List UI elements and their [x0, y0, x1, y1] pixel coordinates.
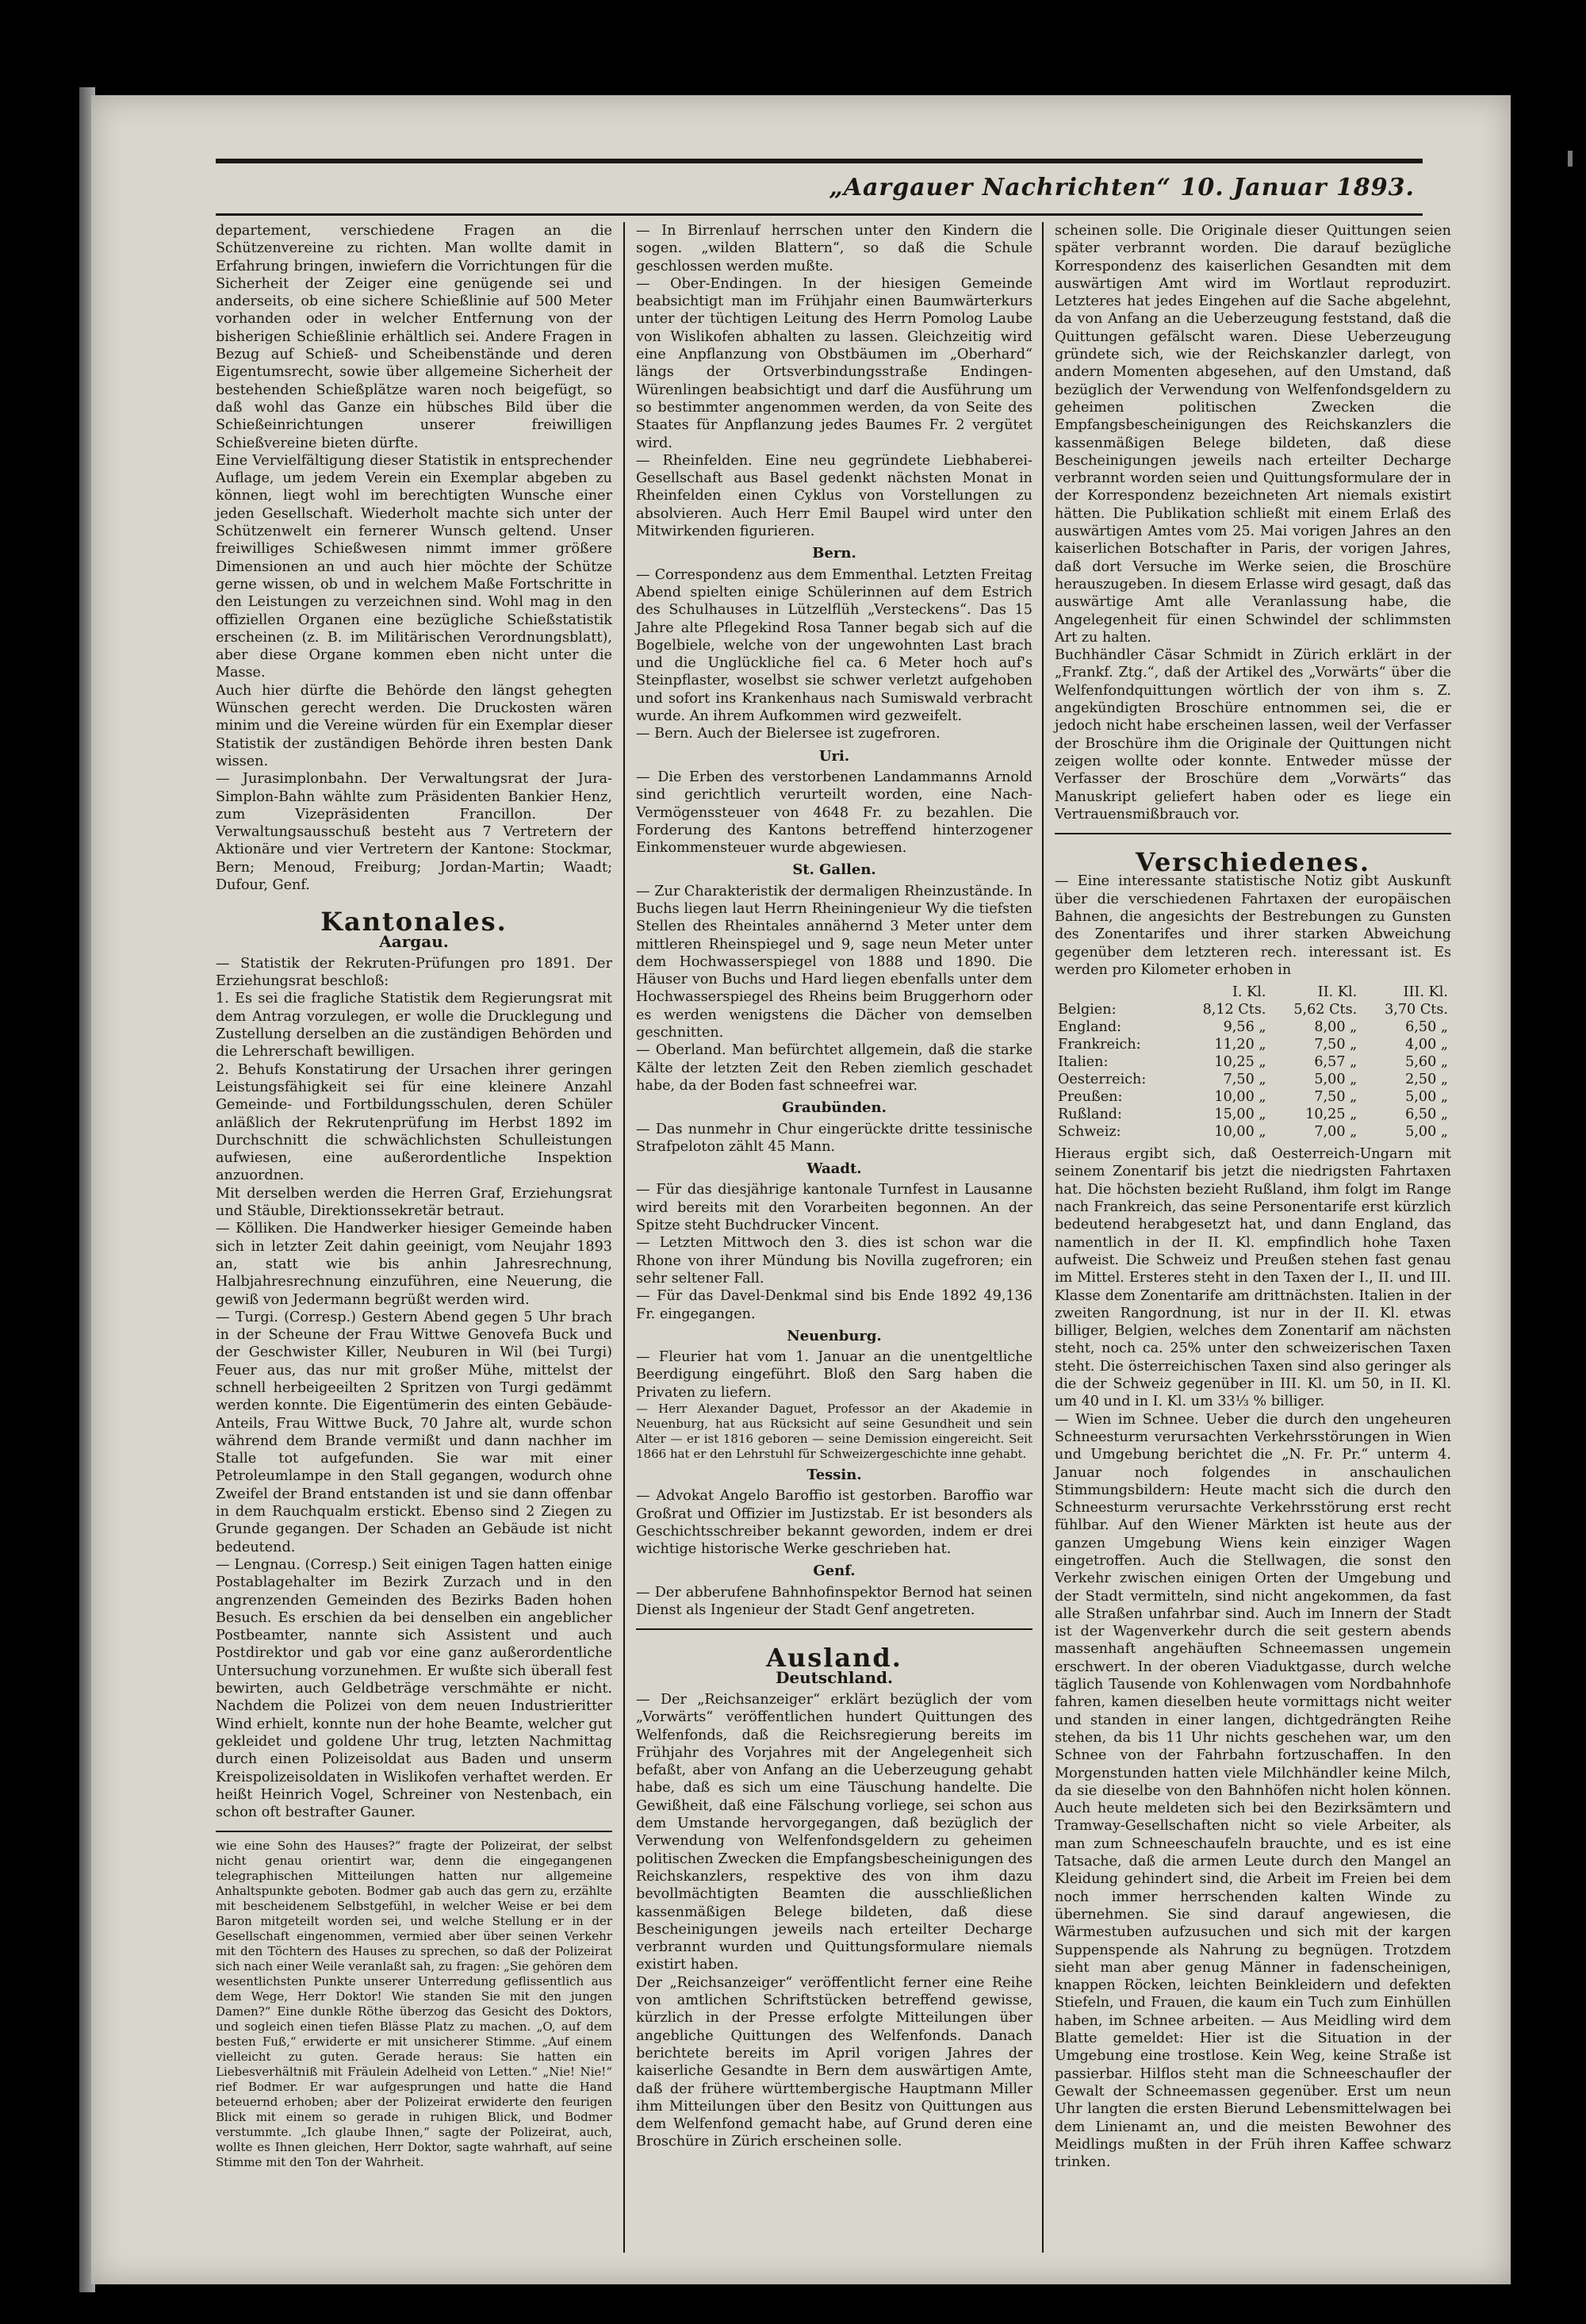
fare-cell: 10,00 „	[1214, 1089, 1266, 1106]
article-text: — Statistik der Rekruten-Prüfungen pro 1891. Der Erziehungsrat beschloß:	[216, 955, 612, 990]
fare-cell: 9,56 „	[1223, 1019, 1266, 1036]
country-cell: Belgien:	[1058, 1002, 1117, 1018]
fare-cell: 11,20 „	[1214, 1037, 1266, 1053]
country-cell: Schweiz:	[1058, 1124, 1121, 1141]
section-divider	[636, 1628, 1032, 1630]
section-heading-verschiedenes: Verschiedenes.	[1136, 847, 1370, 878]
article-text: Auch hier dürfte die Behörde den längst gehegten Wünschen gerecht werden. Die Druckosten wären minim und die Vereine würden für ein Exemplar dieser Statistik der zuständigen Behörde ihren besten Dank wissen.	[216, 682, 612, 769]
scan-mark	[1568, 151, 1573, 167]
region-heading-aargau: Aargau.	[379, 931, 449, 951]
article-text: 2. Behufs Konstatirung der Ursachen ihrer geringen Leistungsfähigkeit sei für eine kleinere Anzahl Gemeinde- und Fortbildungsschulen, deren Schüler anläßlich der Rekrutenprüfung im Herbst 1892 im Durchschnitt die schwächlichsten Schulleistungen aufwiesen, eine außerordentliche Inspektion anzuordnen.	[216, 1061, 612, 1184]
section-divider	[1055, 833, 1451, 834]
region-heading-deutschland: Deutschland.	[776, 1667, 893, 1687]
article-text: — Für das diesjährige kantonale Turnfest in Lausanne wird bereits mit den Vorarbeiten begonnen. An der Spitze steht Buchdrucker Vincent.	[636, 1182, 1032, 1234]
fare-cell: 5,00 „	[1405, 1124, 1448, 1141]
fare-cell: 7,00 „	[1314, 1124, 1358, 1141]
top-rule	[216, 159, 1423, 163]
article-text: — Letzten Mittwoch den 3. dies ist schon war die Rhone von ihrer Mündung bis Novilla zugefroren; ein sehr seltener Fall.	[636, 1235, 1032, 1287]
article-text: — Ober-Endingen. In der hiesigen Gemeinde beabsichtigt man im Frühjahr einen Baumwärterkurs unter der tüchtigen Leitung des Herrn Pomolog Laube von Wislikofen abhalten zu lassen. Gleichzeitig wird eine Anpflanzung von Obstbäumen im „Oberhard“ längs der Ortsverbindungsstraße Endingen-Würenlingen beabsichtigt und darf die Ausführung um so bestimmter angenommen werden, da von Seite des Staates für Anpflanzung jedes Baumes Fr. 2 vergütet wird.	[636, 275, 1032, 451]
fare-cell: 10,25 „	[1305, 1106, 1358, 1123]
article-text: — Das nunmehr in Chur eingerückte dritte tessinische Strafpeloton zählt 45 Mann.	[636, 1121, 1032, 1155]
section-heading-kantonales: Kantonales.	[320, 907, 508, 938]
feuilleton-divider	[216, 1831, 612, 1832]
fare-cell: 10,00 „	[1214, 1124, 1266, 1141]
fare-cell: 8,00 „	[1314, 1019, 1358, 1036]
country-cell: Rußland:	[1058, 1106, 1122, 1123]
region-heading-bern: Bern.	[812, 545, 856, 562]
table-row	[1055, 1123, 1451, 1141]
article-text: — Für das Davel-Denkmal sind bis Ende 1892 49,136 Fr. eingegangen.	[636, 1288, 1032, 1322]
region-heading-uri: Uri.	[818, 747, 850, 765]
article-text: — Turgi. (Corresp.) Gestern Abend gegen 5 Uhr brach in der Scheune der Frau Wittwe Genovefa Buck und der Geschwister Killer, Neuburen in Wil (bei Turgi) Feuer aus, das nur mit großer Mühe, mittelst der schnell herbeigeeilten 2 Spritzen von Turgi gedämmt werden konnte. Die Eigentümerin des einten Gebäude-Anteils, Frau Wittwe Buck, 70 Jahre alt, wurde schon während dem Brande vermißt und dann nachher im Stalle tot aufgefunden. Sie war mit einer Petroleumlampe in den Stall gegangen, wodurch ohne Zweifel der Brand entstanden ist und sie dann offenbar in dem Rauchqualm erstickt. Ebenso sind 2 Ziegen zu Grunde gegangen. Der Schaden an Gebäude ist nicht bedeutend.	[216, 1309, 612, 1555]
country-cell: Preußen:	[1058, 1089, 1123, 1106]
country-cell: Frankreich:	[1058, 1037, 1141, 1053]
region-heading-graubuenden: Graubünden.	[782, 1099, 887, 1117]
country-cell: England:	[1058, 1019, 1122, 1036]
newspaper-title: „Aargauer Nachrichten“ 10. Januar 1893.	[829, 174, 1415, 201]
table-row	[1055, 1018, 1451, 1036]
table-row	[1055, 1071, 1451, 1088]
article-text: Buchhändler Cäsar Schmidt in Zürich erklärt in der „Frankf. Ztg.“, daß der Artikel des „Vorwärts“ über die Welfenfondquittungen wörtlich der von ihm s. Z. angekündigten Broschüre entnommen sei, die er jedoch nicht habe erscheinen lassen, weil der Verfasser der Broschüre ihm die Originale der Quittungen nicht zeigen wollte oder konnte. Entweder müsse der Verfasser der Broschüre dem „Vorwärts“ das Manuskript geliefert haben oder es liege ein Vertrauensmißbrauch vor.	[1055, 647, 1451, 823]
fare-cell: 15,00 „	[1214, 1106, 1266, 1123]
section-heading-ausland: Ausland.	[766, 1643, 902, 1674]
article-text: — Kölliken. Die Handwerker hiesiger Gemeinde haben sich in letzter Zeit dahin geeinigt, vom Neujahr 1893 an, statt wie bis anhin Jahresrechnung, Halbjahresrechnung einzuführen, eine Neuerung, die gewiß von Jedermann begrüßt werden wird.	[216, 1221, 612, 1308]
region-heading-waadt: Waadt.	[806, 1160, 862, 1178]
fare-cell: 7,50 „	[1314, 1037, 1358, 1053]
article-text: departement, verschiedene Fragen an die Schützenvereine zu richten. Man wollte damit in Erfahrung bringen, inwiefern die Vorrichtungen für die Sicherheit der Zeiger eine genügende sei und anderseits, ob eine sichere Schießlinie auf 500 Meter vorhanden oder in welcher Entfernung von der bisherigen Schießlinie erhältlich sei. Andere Fragen in Bezug auf Schieß- und Scheibenstände und deren Eigentumsrecht, sowie über allgemeine Sicherheit der bestehenden Schießplätze waren noch beigefügt, so daß wohl das Ganze ein hübsches Bild über die Schießeinrichtungen unserer freiwilligen Schießvereine bieten dürfte.	[216, 223, 612, 451]
table-row	[1055, 1036, 1451, 1053]
fare-cell: 3,70 Cts.	[1385, 1002, 1448, 1018]
region-heading-genf: Genf.	[813, 1563, 856, 1580]
column-rule-1	[623, 222, 625, 2253]
fare-cell: 5,62 Cts.	[1293, 1002, 1358, 1018]
fare-table	[1055, 984, 1451, 1141]
article-text: — Eine interessante statistische Notiz gibt Auskunft über die verschiedenen Fahrtaxen der europäischen Bahnen, die angesichts der Bestrebungen zu Gunsten des Zonentarifes und ihrer starken Abweichung gegenüber dem letzteren rech. interessant ist. Es werden pro Kilometer erhoben in	[1055, 873, 1451, 978]
country-cell: Italien:	[1058, 1054, 1109, 1071]
fare-table-header-cell: II. Kl.	[1317, 984, 1358, 1001]
article-text: Eine Vervielfältigung dieser Statistik in entsprechender Auflage, um jedem Verein ein Exemplar abgeben zu können, liegt wohl im berechtigten Wunsche einer jeden Gesellschaft. Wiederholt machte sich unter der Schützenwelt ein fernerer Wunsch geltend. Unser freiwilliges Schießwesen nimmt immer größere Dimensionen an und auch hier möchte der Schütze gerne wissen, ob und in welchem Maße Fortschritte in den Leistungen zu verzeichnen sind. Wohl mag in den offiziellen Organen eine bezügliche Schießstatistik erscheinen (z. B. im Militärischen Verordnungsblatt), aber diese Organe kommen eben nicht unter die Masse.	[216, 452, 612, 681]
fare-cell: 6,50 „	[1405, 1019, 1448, 1036]
article-text: — Herr Alexander Daguet, Professor an der Akademie in Neuenburg, hat aus Rücksicht auf seine Gesundheit und sein Alter — er ist 1816 geboren — seine Demission eingereicht. Seit 1866 hat er den Lehrstuhl für Schweizergeschichte inne gehabt.	[636, 1402, 1032, 1461]
article-text: — Der abberufene Bahnhofinspektor Bernod hat seinen Dienst als Ingenieur der Stadt Genf angetreten.	[636, 1584, 1032, 1619]
fare-cell: 4,00 „	[1405, 1037, 1448, 1053]
article-text: Der „Reichsanzeiger“ veröffentlicht ferner eine Reihe von amtlichen Schriftstücken betreffend gewisse, kürzlich in der Presse erfolgte Mitteilungen über angebliche Quittungen des Welfenfonds. Danach berichtete bereits im April vorigen Jahres der kaiserliche Gesandte in Bern dem auswärtigen Amte, daß der frühere württembergische Hauptmann Miller ihm Mitteilungen über den Besitz von Quittungen aus dem Welfenfond gemacht habe, auf Grund deren eine Broschüre in Zürich erscheinen solle.	[636, 1974, 1032, 2150]
article-text: — Lengnau. (Corresp.) Seit einigen Tagen hatten einige Postablagehalter im Bezirk Zurzach und in den angrenzenden Gemeinden des Bezirks Baden hohen Besuch. Es erschien da bei denselben ein angeblicher Postbeamter, nannte sich Assistent und auch Postdirektor und gab vor eine ganz außerordentliche Untersuchung vorzunehmen. Er wußte sich überall fest bewirten, auch Geldbeträge verschmähte er nicht. Nachdem die Polizei von dem neuen Industrieritter Wind erhielt, konnte nun der hohe Beamte, welcher gut gekleidet und goldene Uhr trug, letzten Nachmittag durch einen Polizeisoldat aus Baden und unserm Kreispolizeisoldaten in Wislikofen verhaftet werden. Er heißt Heinrich Vogel, Schreiner von Nestenbach, ein schon oft bestrafter Gauner.	[216, 1556, 612, 1821]
country-cell: Oesterreich:	[1058, 1072, 1147, 1088]
fare-cell: 5,60 „	[1405, 1054, 1448, 1071]
article-text: — Correspondenz aus dem Emmenthal. Letzten Freitag Abend spielten einige Schülerinnen auf dem Estrich des Schulhauses in Lützelflüh „Versteckens“. Das 15 Jahre alte Pflegekind Rosa Tanner begab sich auf die Bogelbiele, welche von der ungewohnten Last brach und die Unglückliche fiel ca. 6 Meter hoch auf's Steinpflaster, woselbst sie schwer verletzt aufgehoben und sofort ins Krankenhaus nach Sumiswald verbracht wurde. An ihrem Aufkommen wird gezweifelt.	[636, 566, 1032, 725]
table-row	[1055, 1088, 1451, 1106]
feuilleton-text: wie eine Sohn des Hauses?“ fragte der Polizeirat, der selbst nicht genau orientirt war, denn die eingegangenen telegraphischen Mitteilungen hatten nur allgemeine Anhaltspunkte geboten. Bodmer gab auch das gern zu, erzählte mit bescheidenem Selbstgefühl, in welcher Weise er bei dem Baron mitgeteilt worden sei, und welche Stellung er in der Gesellschaft eingenommen, vermied aber über seinen Verkehr mit den Töchtern des Hauses zu sprechen, so daß der Polizeirat sich nach einer Weile veranlaßt sah, zu fragen: „Sie gehören dem wesentlichsten Punkte unserer Unterredung geflissentlich aus dem Wege, Herr Doktor! Wie standen Sie mit den jungen Damen?“ Eine dunkle Röthe überzog das Gesicht des Doktors, und sogleich einen tiefen Blässe Platz zu machen. „O, auf dem besten Fuß,“ erwiderte er mit unsicherer Stimme. „Auf einem vielleicht zu guten. Gerade heraus: Sie hatten ein Liebesverhältniß mit Fräulein Adelheid von Letten.“ „Nie! Nie!“ rief Bodmer. Er war aufgesprungen und hatte die Hand beteuernd erhoben; aber der Polizeirat erwiderte den feurigen Blick mit einem so gerade in ruhigen Blick, und Bodmer verstummte. „Ich glaube Ihnen,“ sagte der Polizeirat, auch, wollte es Ihnen gleichen, Herr Doktor, sagte wahrhaft, auf seine Stimme mit den Ton der Wahrheit.	[216, 1839, 612, 2170]
article-text: 1. Es sei die fragliche Statistik dem Regierungsrat mit dem Antrag vorzulegen, er wolle die Drucklegung und Zustellung derselben an die zuständigen Behörden und die Lehrerschaft bewilligen.	[216, 991, 612, 1060]
fare-cell: 6,57 „	[1314, 1054, 1358, 1071]
fare-table-header-cell: I. Kl.	[1232, 984, 1266, 1001]
article-text: — In Birrenlauf herrschen unter den Kindern die sogen. „wilden Blattern“, so daß die Schule geschlossen werden mußte.	[636, 223, 1032, 274]
article-text: — Zur Charakteristik der dermaligen Rheinzustände. In Buchs liegen laut Herrn Rheiningenieur Wy die tiefsten Stellen des Rheintales annähernd 3 Meter unter dem mittleren Rheinspiegel und 9, sage neun Meter unter dem Hochwasserspiegel von 1888 und 1890. Die Häuser von Buchs und Hard liegen ebenfalls unter dem Hochwasserspiegel des Rheins beim Bruggerhorn oder es werden wenigstens die Dächer von demselben geschnitten.	[636, 883, 1032, 1041]
fare-cell: 10,25 „	[1214, 1054, 1266, 1071]
fare-table-header-cell	[1055, 984, 1178, 1001]
table-row	[1055, 1053, 1451, 1071]
region-heading-neuenburg: Neuenburg.	[787, 1327, 882, 1344]
article-text: — Rheinfelden. Eine neu gegründete Liebhaberei-Gesellschaft aus Basel gedenkt nächsten Monat in Rheinfelden einen Cyklus von Vorstellungen zu absolvieren. Auch Herr Emil Baupel wird unter den Mitwirkenden figurieren.	[636, 452, 1032, 540]
region-heading-tessin: Tessin.	[806, 1467, 862, 1483]
article-text: — Wien im Schnee. Ueber die durch den ungeheuren Schneesturm verursachten Verkehrsstörungen in Wien und Umgebung berichtet die „N. Fr. Pr.“ unterm 4. Januar noch folgendes in anschaulichen Stimmungsbildern: Heute macht sich die durch den Schneesturm verursachte Verkehrsstörung erst recht fühlbar. Auf den Wiener Märkten ist heute aus der ganzen Umgebung Wiens kein einziger Wagen eingetroffen. Auch die Stellwagen, die sonst den Verkehr zwischen einigen Orten der Umgebung und der Stadt vermitteln, sind nicht angekommen, da fast alle Straßen unfahrbar sind. Auch im Innern der Stadt ist der Wagenverkehr durch die seit gestern abends massenhaft angehäuften Schneemassen ungemein erschwert. In der oberen Viaduktgasse, durch welche täglich Tausende von Kohlenwagen vom Nordbahnhofe fahren, kamen dieselben heute vormittags nicht weiter und standen in einer langen, dichtgedrängten Reihe stehen, da bis 11 Uhr nichts geschehen war, um den Schnee von der Fahrbahn fortzuschaffen. In den Morgenstunden hatten viele Milchhändler keine Milch, da sie dieselbe von den Bahnhöfen nicht holen können. Auch heute meldeten sich bei den Bezirksämtern und Tramway-Gesellschaften nicht so viele Arbeiter, als man zum Schneeschaufeln brauchte, und es ist eine Tatsache, daß die armen Leute durch den Mangel an Kleidung gehindert sind, die Arbeit im Freien bei dem noch immer herrschenden kalten Winde zu übernehmen. Sie sind darauf angewiesen, die Wärmestuben aufzusuchen und sich mit der kargen Suppenspende als Nahrung zu begnügen. Trotzdem sieht man aber genug Männer in fadenscheinigen, knappen Röcken, leichten Beinkleidern und defekten Stiefeln, und Frauen, die kaum ein Tuch zum Einhüllen haben, im Schnee arbeiten. — Aus Meidling wird dem Blatte gemeldet: Hier ist die Situation in der Umgebung eine trostlose. Kein Weg, keine Straße ist passierbar. Hilflos steht man die Schneeschaufler der Gewalt der Schneemassen gegenüber. Erst um neun Uhr langten die ersten Bierund Lebensmittelwagen bei dem Linienamt an, und die meisten Bewohner des Meidlings mußten in der Früh ihren Kaffee schwarz trinken.	[1055, 1411, 1451, 2171]
table-row	[1055, 1001, 1451, 1018]
fare-table-header	[1055, 984, 1451, 1001]
article-text: — Die Erben des verstorbenen Landammanns Arnold sind gerichtlich verurteilt worden, eine Nach-Vermögenssteuer von 4648 Fr. zu bezahlen. Die Forderung des Kantons betreffend hinterzogener Einkommensteuer wurde abgewiesen.	[636, 769, 1032, 857]
column-2	[636, 222, 1032, 2151]
table-row	[1055, 1106, 1451, 1123]
article-text: Mit derselben werden die Herren Graf, Erziehungsrat und Stäuble, Direktionssekretär betraut.	[216, 1185, 612, 1220]
fare-table-header-cell: III. Kl.	[1403, 984, 1448, 1001]
article-text: — Bern. Auch der Bielersee ist zugefroren.	[636, 726, 940, 742]
fare-cell: 5,00 „	[1314, 1072, 1358, 1088]
column-1	[216, 222, 612, 2170]
article-text: — Fleurier hat vom 1. Januar an die unentgeltliche Beerdigung eingeführt. Bloß den Sarg haben die Privaten zu liefern.	[636, 1349, 1032, 1401]
fare-cell: 7,50 „	[1314, 1089, 1358, 1106]
column-rule-2	[1042, 222, 1044, 2253]
article-text: Hieraus ergibt sich, daß Oesterreich-Ungarn mit seinem Zonentarif bis jetzt die niedrigsten Fahrtaxen hat. Die höchsten bezieht Rußland, ihm folgt im Range nach Frankreich, das seine Personentarife erst kürzlich bedeutend herabgesetzt hat, und dann England, das namentlich in der II. Kl. empfindlich hohe Taxen aufweist. Die Schweiz und Preußen stehen fast genau im Mittel. Ersteres steht in den Taxen der I., II. und III. Klasse dem Zonentarife am drittnächsten. Italien in der zweiten Rangordnung, ist nur in der II. Kl. etwas billiger, Belgien, welches dem Zonentarif am nächsten steht, noch ca. 25% unter den schweizerischen Taxen steht. Die österreichischen Taxen sind also geringer als die der Schweiz gegenüber in III. Kl. um 50, in II. Kl. um 40 und in I. Kl. um 33⅓ % billiger.	[1055, 1146, 1451, 1410]
page-header	[216, 169, 1423, 216]
fare-cell: 8,12 Cts.	[1202, 1002, 1266, 1018]
article-text: — Oberland. Man befürchtet allgemein, daß die starke Kälte der letzten Zeit den Reben ziemlich geschadet habe, da der Boden fast schneefrei war.	[636, 1042, 1032, 1094]
column-3	[1055, 222, 1451, 2171]
fare-cell: 7,50 „	[1223, 1072, 1266, 1088]
article-text: — Der „Reichsanzeiger“ erklärt bezüglich der vom „Vorwärts“ veröffentlichen hundert Quittungen des Welfenfonds, daß die Reichsregierung bereits im Frühjahr des Vorjahres mit der Angelegenheit sich befaßt, aber von Anfang an die Ueberzeugung gehabt habe, daß es sich um eine Täuschung handelte. Die Gewißheit, daß eine Fälschung vorliege, sei schon aus dem Umstande hervorgegangen, daß bezüglich der Verwendung von Welfenfondsgeldern zu geheimen politischen Zwecken die Empfangsbescheinigungen des Reichskanzlers, respektive des von ihm dazu bevollmächtigten Beamten die ausschließlichen kassenmäßigen Belege bildeten, daß diese Bescheinigungen jeweils nach erteilter Decharge verbrannt wurden und Quittungsformulare niemals existirt haben.	[636, 1691, 1032, 1973]
article-text: — Jurasimplonbahn. Der Verwaltungsrat der Jura-Simplon-Bahn wählte zum Präsidenten Bankier Henz, zum Vizepräsidenten Francillon. Der Verwaltungsausschuß besteht aus 7 Vertretern der Aktionäre und vier Vertretern der Kantone: Stockmar, Bern; Menoud, Freiburg; Jordan-Martin; Waadt; Dufour, Genf.	[216, 771, 612, 893]
fare-cell: 5,00 „	[1405, 1089, 1448, 1106]
article-text: scheinen solle. Die Originale dieser Quittungen seien später verbrannt worden. Die darauf bezügliche Korrespondenz des kaiserlichen Gesandten mit dem auswärtigen Amt wird im Wortlaut reproduzirt. Letzteres hat jedes Eingehen auf die Sache abgelehnt, da von Anfang an die Ueberzeugung feststand, daß die Quittungen gefälscht waren. Diese Ueberzeugung gründete sich, wie der Reichskanzler darlegt, von andern Momenten abgesehen, auf den Umstand, daß bezüglich der Verwendung von Welfenfondsgeldern zu geheimen politischen Zwecken die Empfangsbescheinigungen des Reichskanzlers die kassenmäßigen Belege bildeten, daß diese Bescheinigungen jeweils nach erteilter Decharge verbrannt worden seien und Quittungsformulare der in der Korrespondenz bezeichneten Art niemals existirt hätten. Die Publikation schließt mit einem Erlaß des auswärtigen Amtes vom 25. Mai vorigen Jahres an den kaiserlichen Botschafter in Paris, der vorigen Jahres, daß dort Versuche im Werke seien, die Broschüre herauszugeben. In diesem Erlasse wird gesagt, daß das auswärtige Amt alle Veranlassung habe, die Angelegenheit für einen Schwindel der schlimmsten Art zu halten.	[1055, 223, 1451, 646]
article-text: — Advokat Angelo Baroffio ist gestorben. Baroffio war Großrat und Offizier im Justizstab. Er ist besonders als Geschichtsschreiber bekannt geworden, indem er drei wichtige historische Werke geschrieben hat.	[636, 1488, 1032, 1558]
fare-cell: 2,50 „	[1405, 1072, 1448, 1088]
fare-cell: 6,50 „	[1405, 1106, 1448, 1123]
region-heading-st-gallen: St. Gallen.	[792, 861, 876, 879]
